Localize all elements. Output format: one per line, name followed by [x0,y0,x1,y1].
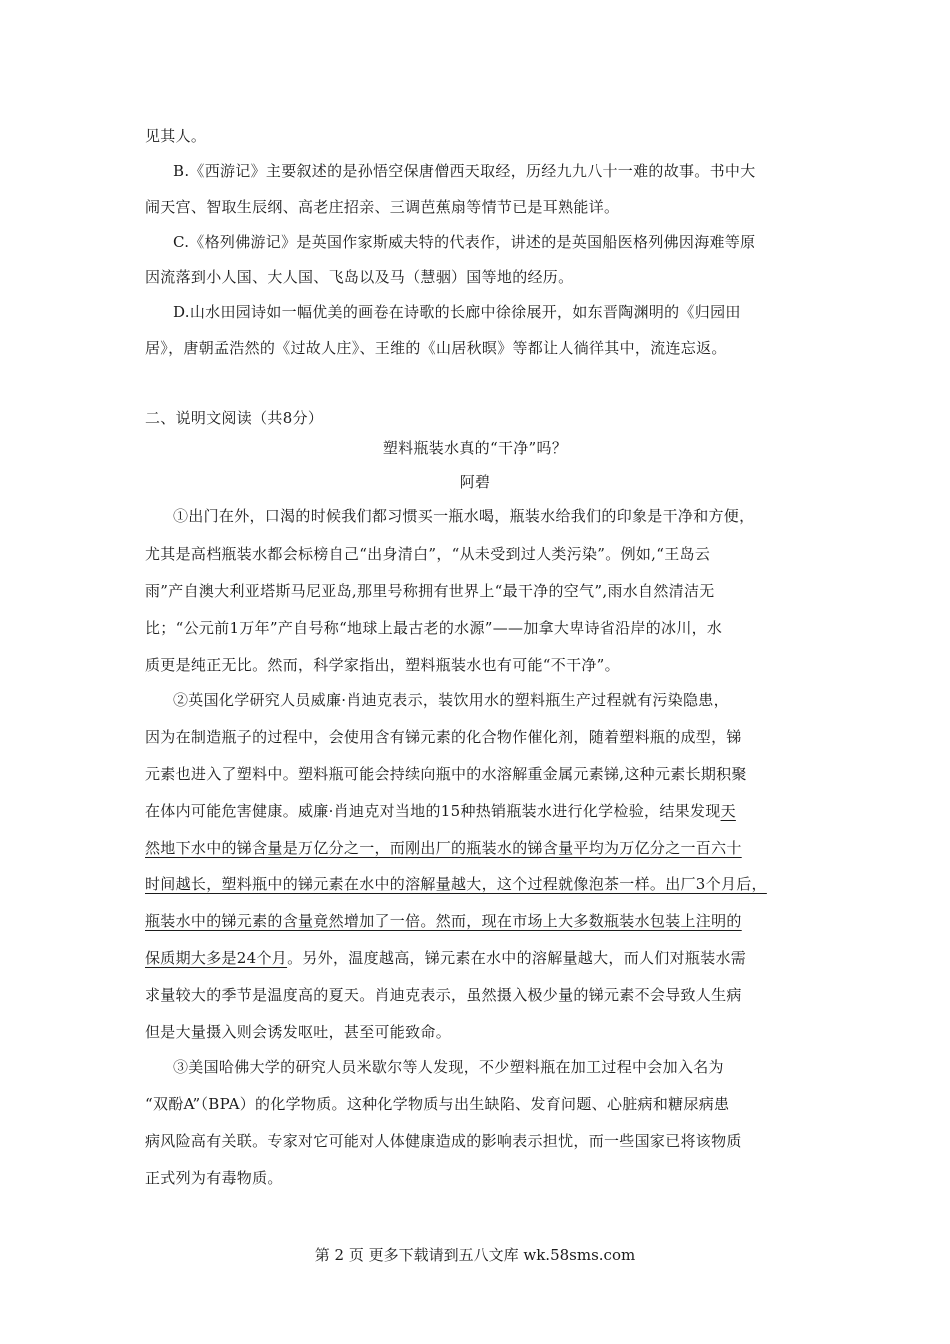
para1-line-2: 尤其是高档瓶装水都会标榜自己“出身清白”，“从未受到过人类污染”。例如,“王岛云 [145,545,711,563]
option-d-line-1: D.山水田园诗如一幅优美的画卷在诗歌的长廊中徐徐展开，如东晋陶渊明的《归园田 [173,303,741,321]
para3-line-2: “双酚A”（BPA）的化学物质。这种化学物质与出生缺陷、发育问题、心脏病和糖尿病患 [145,1095,730,1113]
para1-line-5: 质更是纯正无比。然而，科学家指出，塑料瓶装水也有可能“不干净”。 [145,656,620,674]
underlined-text: 天 [720,802,736,820]
underlined-text: 保质期大多是24个月 [145,949,288,967]
article-author: 阿碧 [459,473,491,491]
para2-line-10: 但是大量摄入则会诱发呕吐，甚至可能致命。 [145,1023,452,1041]
page-footer: 第 2 页 更多下载请到五八文库 wk.58sms.com [314,1246,636,1264]
option-b-line-2: 闹天宫、智取生辰纲、高老庄招亲、三调芭蕉扇等情节已是耳熟能详。 [145,198,620,216]
para2-line-9: 求量较大的季节是温度高的夏天。肖迪克表示，虽然摄入极少量的锑元素不会导致人生病 [145,986,742,1004]
para2-line-2: 因为在制造瓶子的过程中，会使用含有锑元素的化合物作催化剂，随着塑料瓶的成型，锑 [145,728,742,746]
para2-line-4-text: 在体内可能危害健康。威廉·肖迪克对当地的15种热销瓶装水进行化学检验，结果发现 [145,802,721,820]
option-b-line-1: B.《西游记》主要叙述的是孙悟空保唐僧西天取经，历经九九八十一难的故事。书中大 [173,162,756,180]
para2-line-4 [145,800,736,822]
para2-line-7-underlined: 瓶装水中的锑元素的含量竟然增加了一倍。然而，现在市场上大多数瓶装水包装上注明的 [145,912,742,930]
option-a-tail: 见其人。 [145,127,207,145]
para2-line-8-text: 。另外，温度越高，锑元素在水中的溶解量越大，而人们对瓶装水需 [287,949,747,967]
para1-line-4: 比；“公元前1万年”产自号称“地球上最古老的水源”——加拿大卑诗省沿岸的冰川，水 [145,619,723,637]
para1-line-3: 雨”产自澳大利亚塔斯马尼亚岛,那里号称拥有世界上“最干净的空气”,雨水自然清洁无 [145,582,715,600]
option-c-line-1: C.《格列佛游记》是英国作家斯威夫特的代表作，讲述的是英国船医格列佛因海难等原 [173,233,756,251]
para2-line-3: 元素也进入了塑料中。塑料瓶可能会持续向瓶中的水溶解重金属元素锑,这种元素长期积聚 [145,765,747,783]
article-title: 塑料瓶装水真的“干净”吗？ [382,439,568,457]
para2-line-8 [145,947,746,969]
option-d-line-2: 居》，唐朝孟浩然的《过故人庄》、王维的《山居秋暝》等都让人徜徉其中，流连忘返。 [145,339,727,357]
section-heading: 二、说明文阅读（共8分） [145,409,324,427]
para2-line-5-underlined: 然地下水中的锑含量是万亿分之一，而刚出厂的瓶装水的锑含量平均为万亿分之一百六十 [145,839,742,857]
para2-line-6-underlined: 时间越长，塑料瓶中的锑元素在水中的溶解量越大，这个过程就像泡茶一样。出厂3个月后， [145,875,767,893]
para3-line-1: ③美国哈佛大学的研究人员米歇尔等人发现，不少塑料瓶在加工过程中会加入名为 [173,1058,724,1076]
para3-line-4: 正式列为有毒物质。 [145,1169,283,1187]
para3-line-3: 病风险高有关联。专家对它可能对人体健康造成的影响表示担忧，而一些国家已将该物质 [145,1132,742,1150]
option-c-line-2: 因流落到小人国、大人国、飞岛以及马（慧骃）国等地的经历。 [145,268,574,286]
para2-line-1: ②英国化学研究人员威廉·肖迪克表示，装饮用水的塑料瓶生产过程就有污染隐患， [173,691,729,709]
para1-line-1: ①出门在外，口渴的时候我们都习惯买一瓶水喝，瓶装水给我们的印象是干净和方便， [173,507,755,525]
